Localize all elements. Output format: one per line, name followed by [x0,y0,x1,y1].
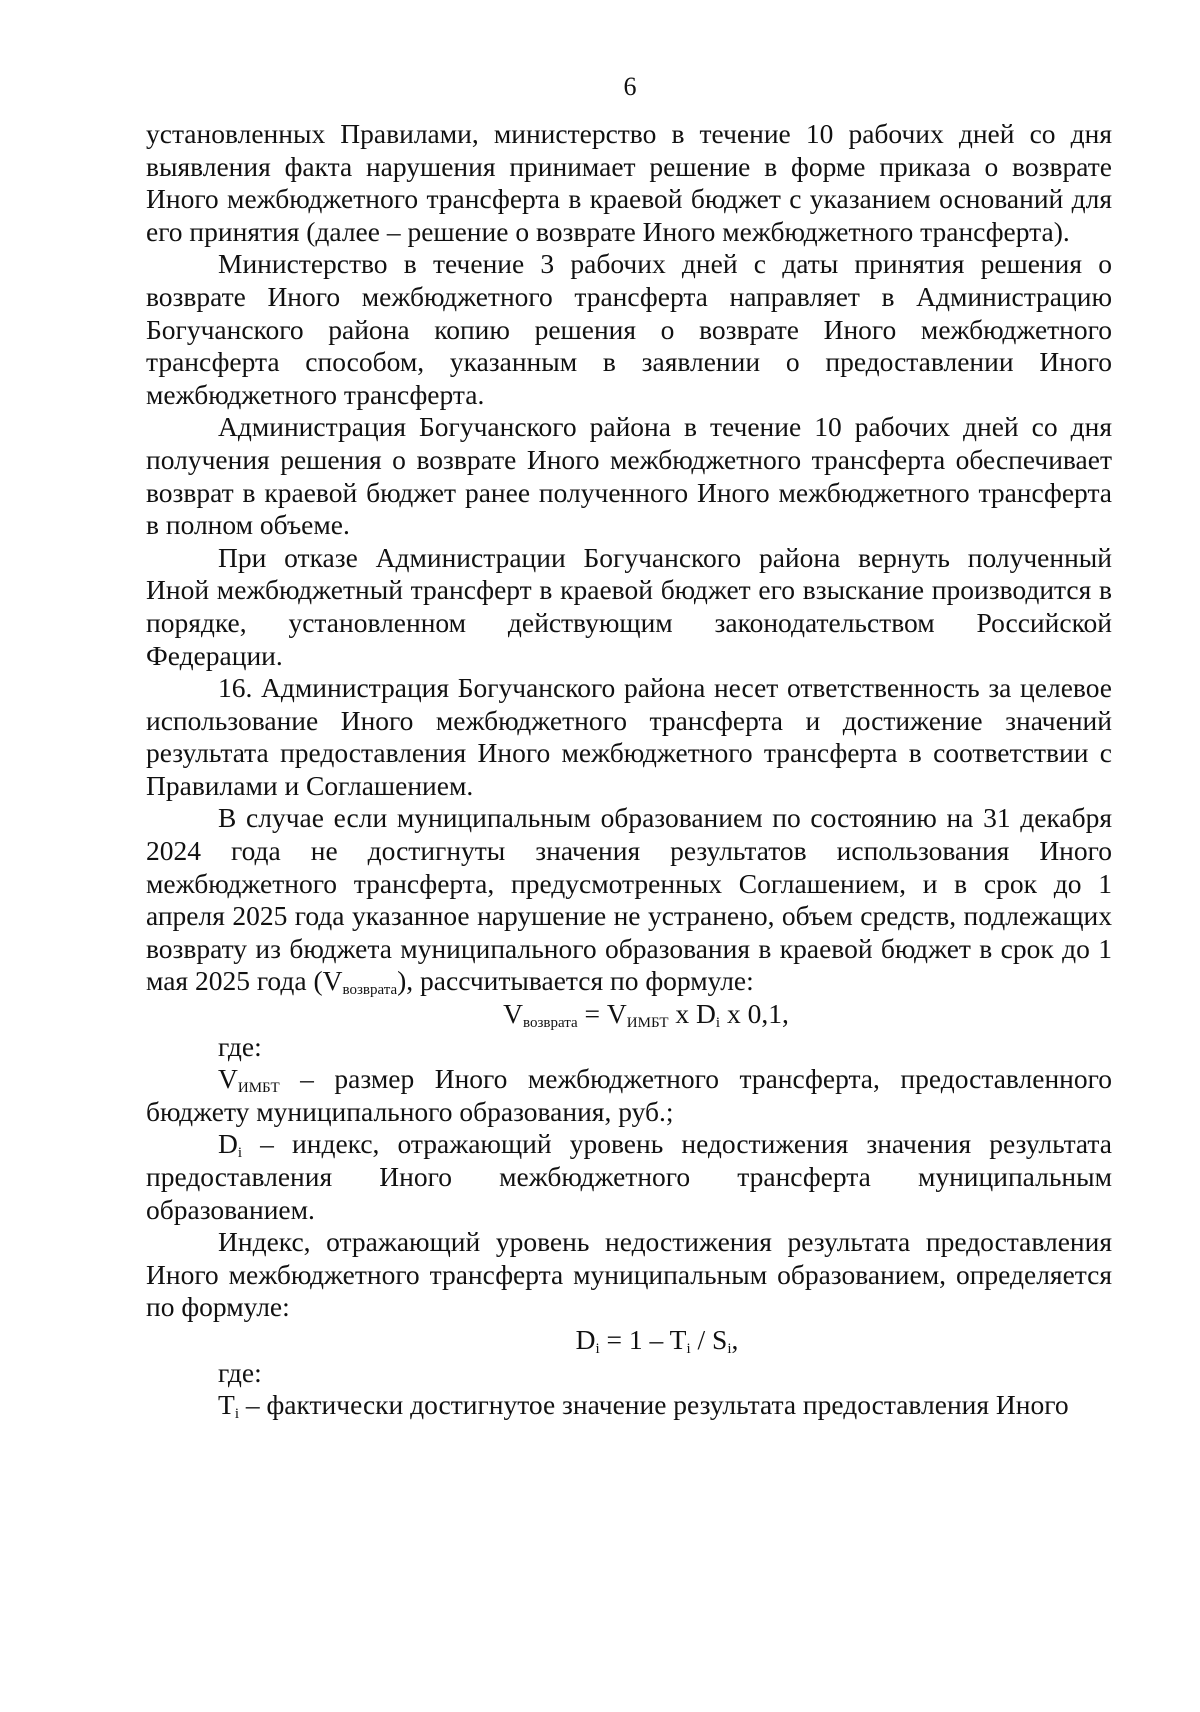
formula1-mid2-sub: i [715,1015,721,1032]
formula1-lhs: V [503,998,524,1030]
paragraph-return-volume [146,802,1112,998]
page-number: 6 [623,72,637,101]
v-imbt-definition: – размер Иного межбюджетного трансферта, предоставленного бюджету муниципального образования, руб.; [146,1063,1112,1127]
paragraph-index-formula: Индекс, отражающий уровень недостижения результата предоставления Иного межбюджетного трансферта муниципальным образованием, определяется по формуле: [146,1226,1112,1323]
formula1-lhs-sub: возврата [523,1015,578,1032]
v-imbt-symbol: V [218,1063,238,1095]
definition-ti [146,1389,1112,1422]
definition-di [146,1128,1112,1226]
formula1-tail: x 0,1, [720,998,789,1030]
formula1-mid1-sub: ИМБТ [626,1015,669,1032]
ti-subscript: i [234,1406,239,1423]
formula2-lhs-sub: i [595,1340,600,1357]
paragraph-clause-16: 16. Администрация Богучанского района несет ответственность за целевое использование Иного межбюджетного трансферта и достижение значений результата предоставления Иного межбюджетного трансферта в соответствии с Правилами и Соглашением. [146,672,1112,801]
v-imbt-subscript: ИМБТ [237,1080,280,1097]
di-definition: – индекс, отражающий уровень недостижения значения результата предоставления Иного межбюджетного трансферта муниципальным образованием. [146,1128,1112,1225]
formula2-lhs: D [575,1323,596,1355]
paragraph-return-decision: установленных Правилами, министерство в течение 10 рабочих дней со дня выявления факта нарушения принимает решение в форме приказа о возврате Иного межбюджетного трансферта в краевой бюджет с указанием оснований для его принятия (далее – решение о возврате Иного межбюджетного трансферта). [146,118,1112,247]
where-label-2: где: [218,1356,262,1388]
formula1-mid1: = V [577,998,627,1030]
formula2-mid1-sub: i [686,1340,691,1357]
formula1-mid2: x D [668,998,716,1030]
di-symbol: D [218,1128,238,1160]
ti-definition: – фактически достигнутое значение результата предоставления Иного [238,1389,1069,1421]
return-volume-text-a: В случае если муниципальным образованием по состоянию на 31 декабря 2024 года не достигнуты значения результатов использования Иного межбюджетного трансферта, предусмотренных Соглашением, и в срок до 1 апреля 2025 года указанное нарушение не устранено, объем средств, подлежащих возврату из бюджета муниципального образования в краевой бюджет в срок до 1 мая 2025 года (V [146,802,1112,997]
formula2-mid1: = 1 – T [599,1323,687,1355]
formula2-tail: , [731,1323,739,1355]
paragraph-ministry-notice: Министерство в течение 3 рабочих дней с даты принятия решения о возврате Иного межбюджетного трансферта направляет в Администрацию Богучанского района копию решения о возврате Иного межбюджетного трансферта способом, указанным в заявлении о предоставлении Иного межбюджетного трансферта. [146,248,1112,410]
formula-index [146,1324,1112,1357]
return-volume-subscript: возврата [342,982,398,999]
formula-return-volume [146,998,1112,1031]
paragraph-administration-return: Администрация Богучанского района в течение 10 рабочих дней со дня получения решения о возврате Иного межбюджетного трансферта обеспечивает возврат в краевой бюджет ранее полученного Иного межбюджетного трансферта в полном объеме. [146,411,1112,541]
formula2-mid2: / S [690,1323,728,1355]
where-label-1: где: [218,1030,262,1062]
return-volume-text-b: ), рассчитывается по формуле: [397,965,754,997]
formula2-mid2-sub: i [727,1340,732,1357]
ti-symbol: T [218,1389,235,1421]
definition-v-imbt [146,1063,1112,1128]
paragraph-refusal: При отказе Администрации Богучанского района вернуть полученный Иной межбюджетный трансферт в краевой бюджет его взыскание производится в порядке, установленном действующим законодательством Российской Федерации. [146,541,1112,671]
di-subscript: i [237,1145,243,1162]
document-body [146,118,1112,1422]
